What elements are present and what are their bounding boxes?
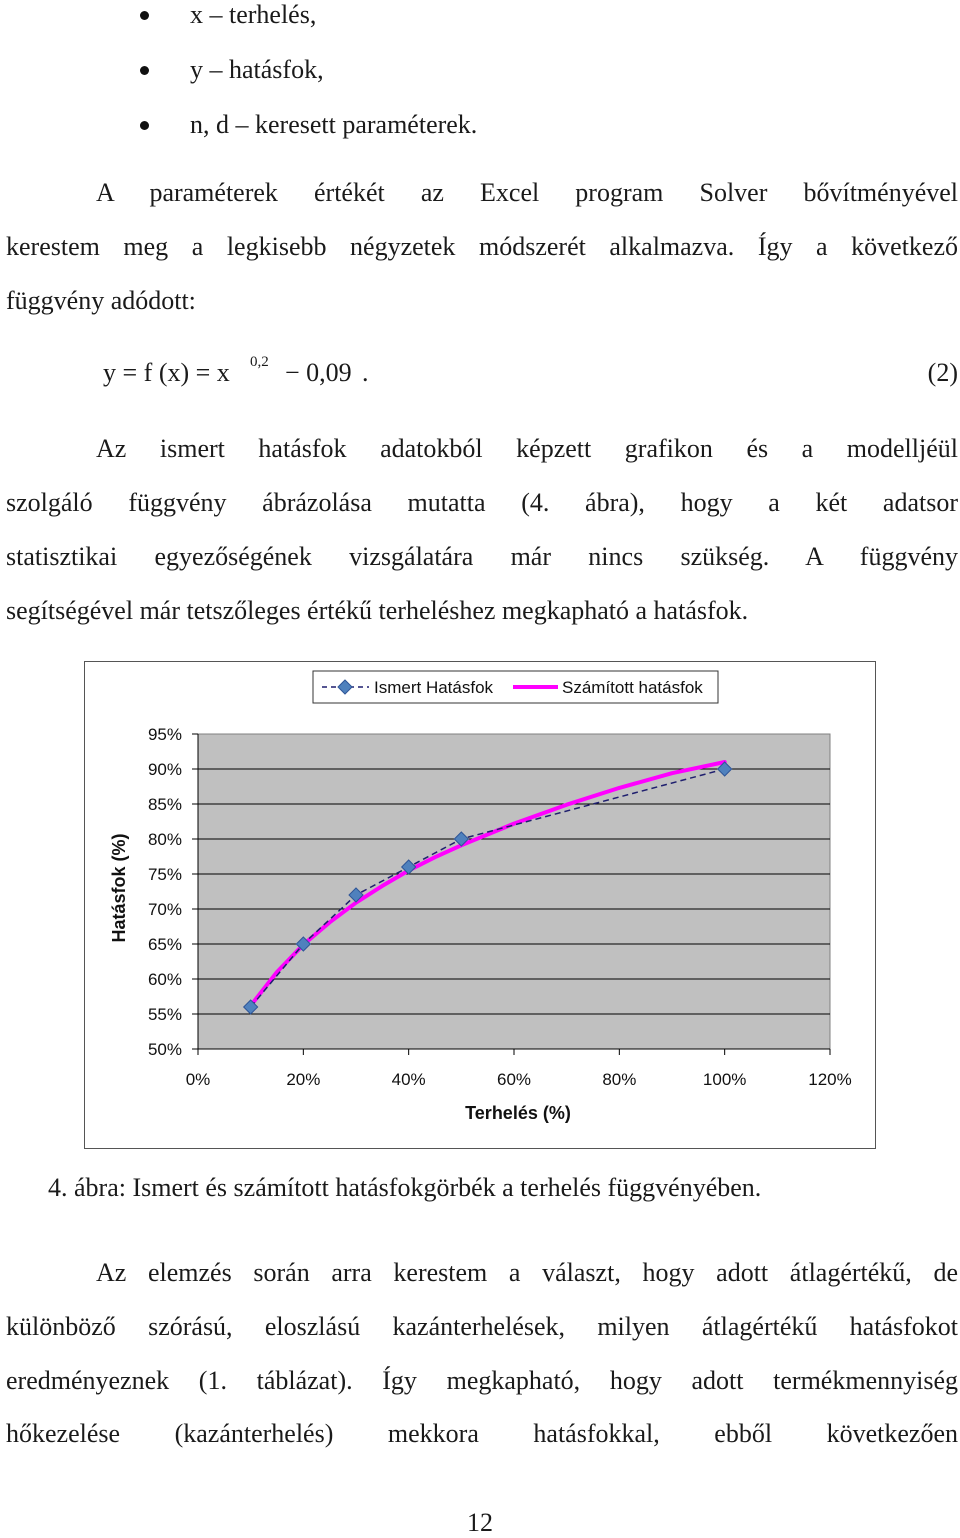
paragraph-line: függvény adódott: bbox=[6, 286, 196, 315]
x-tick-label: 60% bbox=[496, 1070, 532, 1089]
chart-frame bbox=[84, 661, 876, 1149]
y-axis-label: Hatásfok (%) bbox=[109, 833, 129, 943]
paragraph-line: A paraméterek értékét az Excel program Solver bővítményével bbox=[96, 178, 958, 207]
y-tick-label: 60% bbox=[147, 970, 182, 989]
x-tick-label: 40% bbox=[391, 1070, 426, 1089]
y-tick-label: 80% bbox=[147, 830, 182, 849]
paragraph-line: statisztikai egyezőségének vizsgálatára már nincs szükség. A függvény bbox=[6, 542, 958, 571]
equation-number: (2) bbox=[927, 358, 958, 387]
equation-exponent: 0,2 bbox=[250, 354, 269, 370]
paragraph-line: segítségével már tetszőleges értékű terheléshez megkapható a hatásfok. bbox=[6, 596, 749, 625]
y-tick-label: 75% bbox=[147, 865, 182, 884]
page-number: 12 bbox=[467, 1508, 493, 1537]
bullet-dot-icon bbox=[140, 11, 149, 20]
paragraph-line: Az ismert hatásfok adatokból képzett grafikon és a modelljéül bbox=[96, 434, 958, 463]
paragraph-line: kerestem meg a legkisebb négyzetek módszerét alkalmazva. Így a következő bbox=[6, 232, 958, 261]
paragraph-line: szolgáló függvény ábrázolása mutatta (4. ábra), hogy a két adatsor bbox=[6, 488, 958, 517]
x-tick-label: 100% bbox=[702, 1070, 747, 1089]
legend-label-known: Ismert Hatásfok bbox=[374, 678, 494, 697]
y-tick-label: 55% bbox=[147, 1005, 182, 1024]
x-axis-label: Terhelés (%) bbox=[465, 1103, 571, 1123]
equation-period: . bbox=[362, 358, 369, 387]
x-tick-label: 80% bbox=[602, 1070, 637, 1089]
x-tick-label: 20% bbox=[286, 1070, 321, 1089]
paragraph-line: hőkezelése (kazánterhelés) mekkora hatásfokkal, ebből következően bbox=[6, 1419, 958, 1448]
bullet-text: y – hatásfok, bbox=[190, 55, 324, 84]
bullet-text: x – terhelés, bbox=[190, 0, 317, 29]
efficiency-chart bbox=[85, 662, 877, 1150]
y-tick-label: 50% bbox=[147, 1040, 182, 1059]
paragraph-line: eredményeznek (1. táblázat). Így megkapható, hogy adott termékmennyiség bbox=[6, 1366, 958, 1395]
bullet-text: n, d – keresett paraméterek. bbox=[190, 110, 478, 139]
paragraph-line: Az elemzés során arra kerestem a választ, hogy adott átlagértékű, de bbox=[96, 1258, 958, 1287]
y-tick-label: 90% bbox=[147, 760, 182, 779]
chart-legend bbox=[313, 671, 718, 703]
y-tick-label: 85% bbox=[147, 795, 182, 814]
paragraph-line: különböző szórású, eloszlású kazánterhelések, milyen átlagértékű hatásfokot bbox=[6, 1312, 958, 1341]
equation-rhs: − 0,09 bbox=[285, 358, 352, 387]
x-tick-label: 120% bbox=[808, 1070, 852, 1089]
figure-caption: 4. ábra: Ismert és számított hatásfokgörbék a terhelés függvényében. bbox=[48, 1173, 762, 1202]
legend-label-computed: Számított hatásfok bbox=[562, 678, 703, 697]
bullet-dot-icon bbox=[140, 66, 149, 75]
equation-lhs: y = f (x) = x bbox=[103, 358, 230, 387]
y-tick-label: 95% bbox=[147, 725, 182, 744]
x-tick-label: 0% bbox=[185, 1070, 211, 1089]
bullet-dot-icon bbox=[140, 121, 149, 130]
plot-area bbox=[198, 734, 830, 1049]
y-tick-label: 65% bbox=[147, 935, 182, 954]
y-tick-label: 70% bbox=[147, 900, 182, 919]
